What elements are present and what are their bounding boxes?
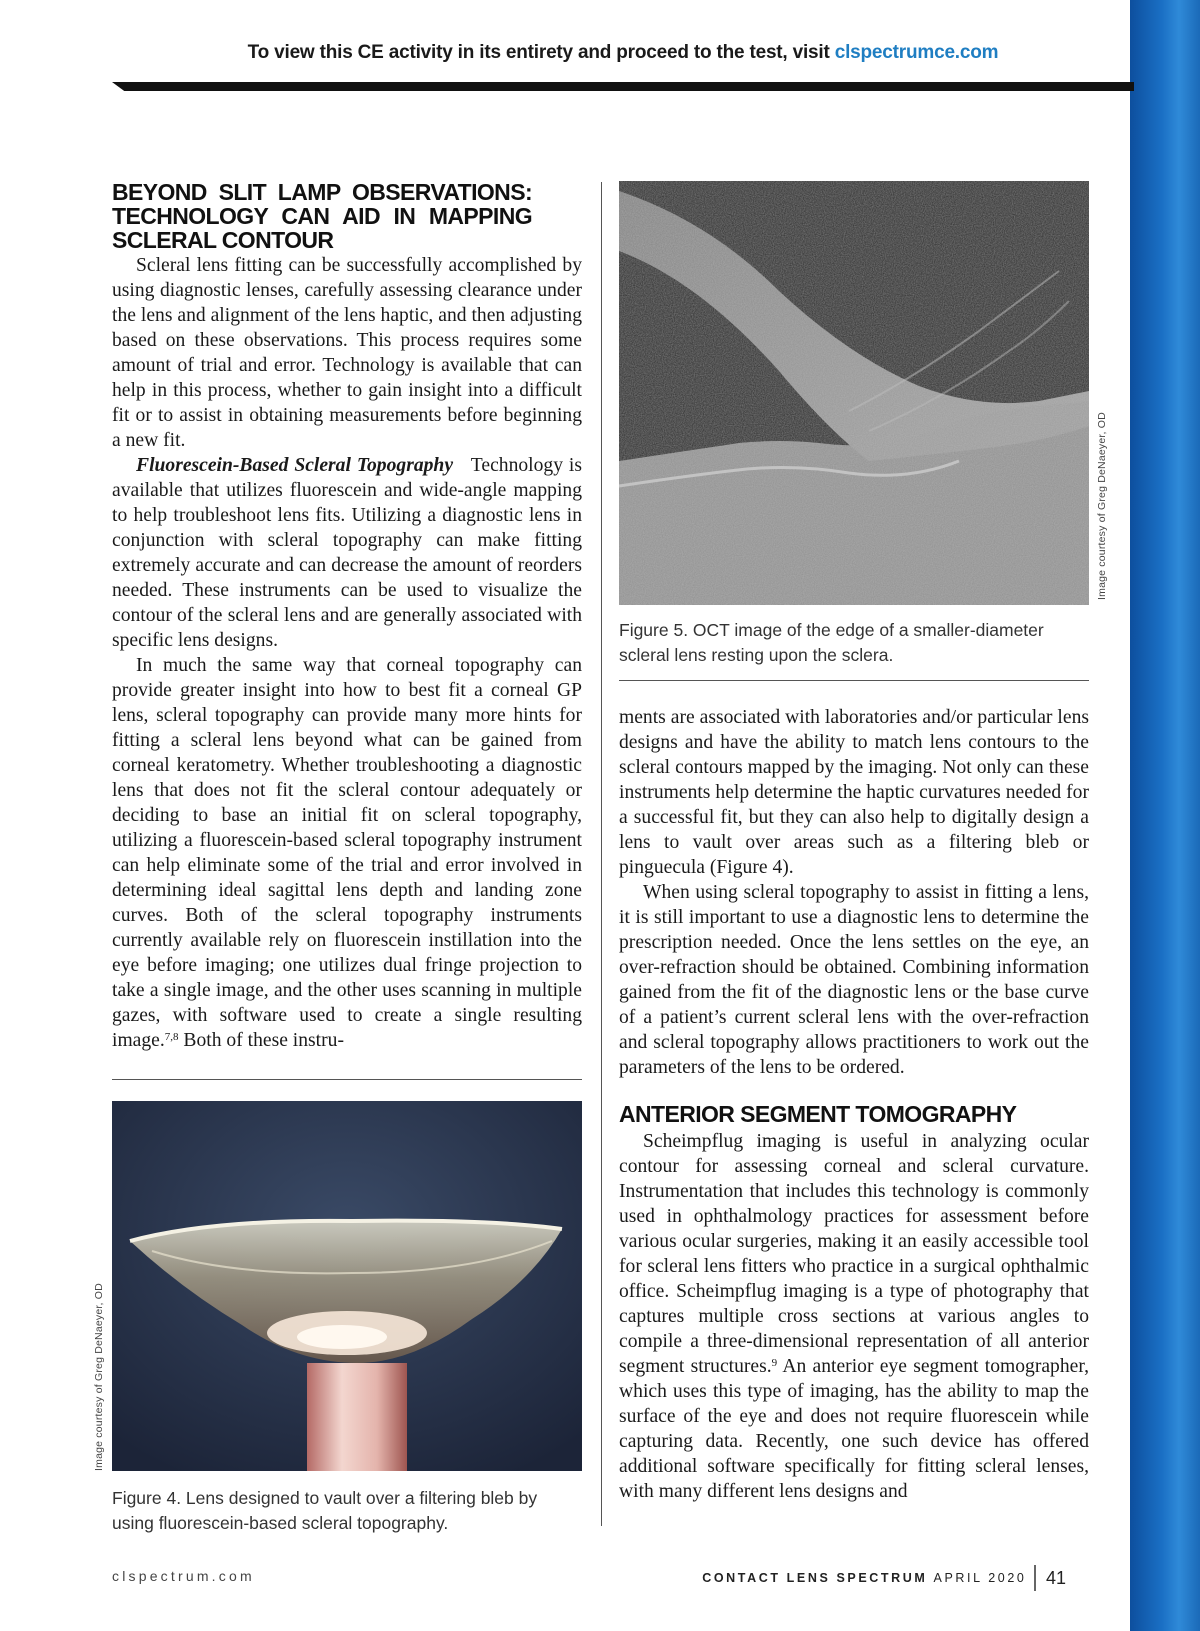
footer-folio <box>702 1565 1066 1591</box>
paragraph-text: Scheimpflug imaging is useful in analyzing ocular contour for assessing corneal and scleral curvature. Instrumentation that includes this technology is commonly used in ophthalmology practices for assessment before various ocular surgeries, making it an easily accessible tool for scleral lens fitters who practice in a surgical ophthalmic office. Scheimpflug imaging is a type of photography that captures multiple cross sections at various angles to compile a three-dimensional representation of all anterior segment structures. <box>619 1131 1089 1377</box>
paragraph: ments are associated with laboratories and/or particular lens designs and have the ability to match lens contours to the scleral contours mapped by the imaging. Not only can these instruments help determine the haptic curvatures needed for a successful fit, but they can also help to digitally design a lens to vault over areas such as a filtering bleb or pinguecula (Figure 4). <box>619 707 1089 878</box>
paragraph-text: Both of these instru- <box>178 1030 344 1051</box>
paragraph <box>112 653 582 1053</box>
ce-banner <box>112 42 1134 64</box>
oct-scan <box>619 181 1089 605</box>
figure5-rule <box>619 680 1089 681</box>
paragraph-text: Technology is available that utilizes fluorescein and wide-angle mapping to help troubleshoot lens fits. Utilizing a diagnostic lens in conjunction with scleral topography can make fitting extremely accurate and can decrease the amount of reorders needed. These instruments can be used to visualize the contour of the scleral lens and are generally associated with specific lens designs. <box>112 455 582 651</box>
paragraph <box>619 1129 1089 1504</box>
figure4-image <box>112 1101 582 1471</box>
figure5-image <box>619 181 1089 605</box>
run-in-heading: Fluorescein-Based Scleral Topography <box>136 455 454 476</box>
folio-divider <box>1034 1565 1036 1591</box>
reference-mark: 7,8 <box>164 1031 179 1043</box>
magazine-name: CONTACT LENS SPECTRUM <box>702 1571 928 1585</box>
ce-link[interactable]: clspectrumce.com <box>834 42 999 63</box>
footer-website[interactable]: clspectrum.com <box>112 1568 255 1584</box>
ce-banner-text: To view this CE activity in its entirety and proceed to the test, visit <box>247 42 835 63</box>
section-heading-tomography: ANTERIOR SEGMENT TOMOGRAPHY <box>619 1101 1017 1127</box>
paragraph <box>112 453 582 653</box>
paragraph: When using scleral topography to assist in fitting a lens, it is still important to use a diagnostic lens to determine the prescription needed. Once the lens settles on the eye, an over-refraction should be obtained. Combining information gained from the fit of the diagnostic lens or the base curve of a patient’s current scleral lens with the over-refraction and scleral topography allows practitioners to work out the parameters of the lens to be ordered. <box>619 882 1089 1078</box>
blue-side-bar <box>1130 0 1200 1631</box>
figure5-caption: Figure 5. OCT image of the edge of a smaller-diameter scleral lens resting upon the sclera. <box>619 620 1044 665</box>
figure4-caption: Figure 4. Lens designed to vault over a filtering bleb by using fluorescein-based scleral topography. <box>112 1488 538 1533</box>
lens-photo <box>112 1101 582 1471</box>
issue-date: APRIL 2020 <box>933 1571 1027 1585</box>
paragraph-text: In much the same way that corneal topography can provide greater insight into how to best fit a corneal GP lens, scleral topography can provide many more hints for fitting a scleral lens beyond what can be gained from corneal keratometry. Whether troubleshooting a diagnostic lens that does not fit the scleral contour adequately or deciding to base an initial fit on scleral topography, utilizing a fluorescein-based scleral topography instrument can help eliminate some of the trial and error involved in determining ideal sagittal lens depth and landing zone curves. Both of the scleral topography instruments currently available rely on fluorescein instillation into the eye before imaging; one utilizes dual fringe projection to take a single image, and the other uses scanning in multiple gazes, with software used to create a single resulting image. <box>112 655 582 1051</box>
header-rule <box>112 82 1134 91</box>
left-column <box>112 180 582 1053</box>
right-column <box>619 705 1089 1504</box>
figure5-credit: Image courtesy of Greg DeNaeyer, OD <box>1096 412 1108 600</box>
section-heading-mapping: BEYOND SLIT LAMP OBSERVATIONS: TECHNOLOGY CAN AID IN MAPPING SCLERAL CONTOUR <box>112 179 532 253</box>
figure4-rule <box>112 1079 582 1080</box>
page-number: 41 <box>1045 1567 1066 1588</box>
paragraph: Scleral lens fitting can be successfully accomplished by using diagnostic lenses, carefully assessing clearance under the lens and alignment of the lens haptic, and then adjusting based on these observations. This process requires some amount of trial and error. Technology is available that can help in this process, whether to gain insight into a difficult fit or to assist in obtaining measurements before beginning a new fit. <box>112 255 582 451</box>
column-divider <box>601 182 602 1526</box>
figure4-credit: Image courtesy of Greg DeNaeyer, OD <box>93 1283 105 1471</box>
reference-mark: 9 <box>771 1357 778 1369</box>
paragraph-text: An anterior eye segment tomographer, which uses this type of imaging, has the ability to map the surface of the eye and does not require fluorescein while capturing data. Recently, one such device has offered additional software specifically for fitting scleral lenses, with many different lens designs and <box>619 1356 1089 1502</box>
